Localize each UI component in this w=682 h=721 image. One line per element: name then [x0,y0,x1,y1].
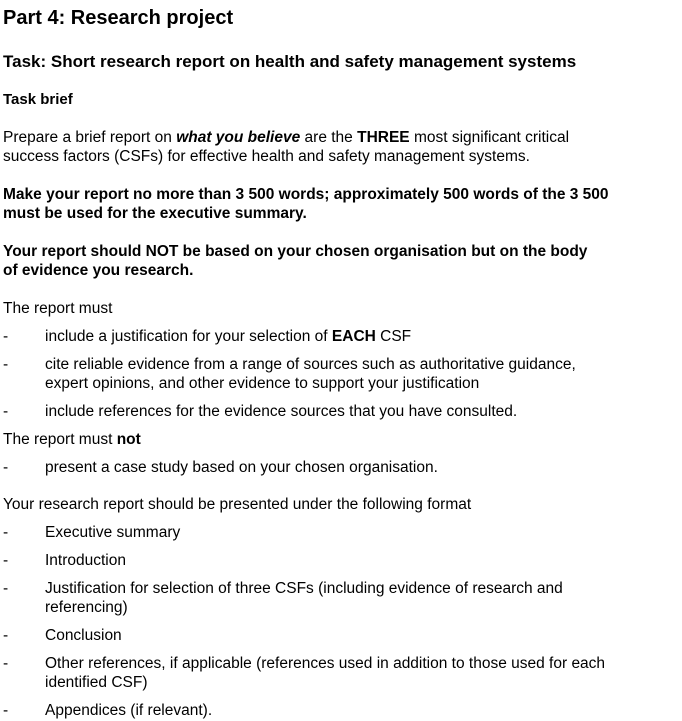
word-limit-paragraph [3,185,609,223]
list-dash: - [3,552,9,569]
format-item-other-references-line-1: Other references, if applicable (references used in addition to those used for each [45,655,606,672]
basis-paragraph [3,242,587,280]
must-item-1-emphasis: EACH [331,328,376,345]
intro-line-2: success factors (CSFs) for effective health and safety management systems. [3,148,530,165]
list-dash: - [3,655,9,672]
intro-emphasis-believe: what you believe [176,129,301,146]
intro-text-a: Prepare a brief report on [3,129,177,146]
list-dash: - [3,702,9,719]
format-item-justification-line-1: Justification for selection of three CSFs (including evidence of research and [45,580,563,597]
report-must-not-heading [3,430,141,449]
format-item-executive-summary: Executive summary [45,524,181,541]
list-dash: - [3,524,9,541]
format-item-justification-line-2: referencing) [45,599,128,616]
must-item-2-line-2: expert opinions, and other evidence to support your justification [45,375,480,392]
format-item-introduction: Introduction [45,552,126,569]
must-item-3-text: include references for the evidence sources that you have consulted. [45,403,518,420]
intro-paragraph [3,128,569,166]
format-item-conclusion: Conclusion [45,627,122,644]
intro-emphasis-three: THREE [357,129,410,146]
word-limit-line-1: Make your report no more than 3 500 words; approximately 500 words of the 3 500 [3,186,609,203]
must-not-emphasis: not [116,431,141,448]
must-item-1-text-a: include a justification for your selection of [45,328,332,345]
intro-line-1 [3,128,569,147]
part-heading: Part 4: Research project [3,7,234,29]
list-dash: - [3,459,9,476]
format-heading: Your research report should be presented under the following format [3,496,472,513]
must-not-text: The report must [3,431,117,448]
task-heading: Task: Short research report on health and safety management systems [3,52,577,71]
basis-line-1: Your report should NOT be based on your chosen organisation but on the body [3,243,588,260]
format-item-other-references-line-2: identified CSF) [45,674,148,691]
list-dash: - [3,403,9,420]
intro-text-e: most significant critical [409,129,570,146]
format-item-appendices: Appendices (if relevant). [45,702,213,719]
must-not-item-1-text: present a case study based on your chosen organisation. [45,459,438,476]
list-dash: - [3,580,9,597]
must-item-2-line-1: cite reliable evidence from a range of sources such as authoritative guidance, [45,356,576,373]
intro-text-c: are the [300,129,358,146]
list-dash: - [3,356,9,373]
task-brief-heading: Task brief [3,91,73,108]
report-must-heading: The report must [3,300,113,317]
word-limit-line-2: must be used for the executive summary. [3,205,307,222]
list-dash: - [3,328,9,345]
must-item-1-text-c: CSF [375,328,412,345]
basis-line-2: of evidence you research. [3,262,194,279]
list-dash: - [3,627,9,644]
